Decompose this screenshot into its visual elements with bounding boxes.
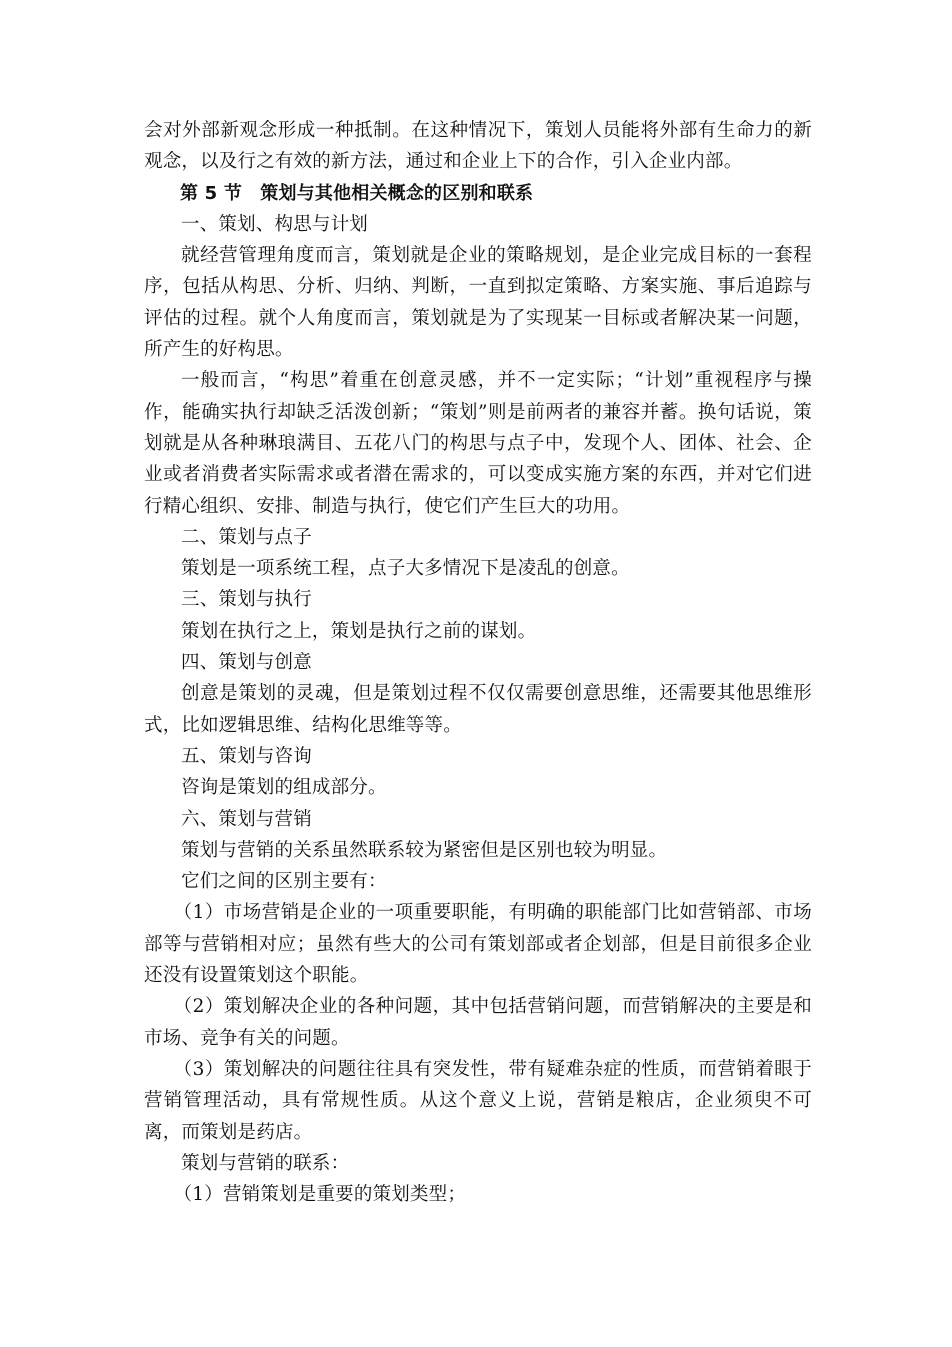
body-paragraph: 策划是一项系统工程，点子大多情况下是凌乱的创意。 <box>181 558 630 580</box>
body-paragraph: 策划与营销的关系虽然联系较为紧密但是区别也较为明显。 <box>181 839 668 861</box>
document-body <box>144 115 812 1210</box>
subsection-heading-3: 三、策划与执行 <box>181 589 312 611</box>
subsection-heading-1: 一、策划、构思与计划 <box>181 213 369 235</box>
body-paragraph: 咨询是策划的组成部分。 <box>181 777 387 799</box>
subsection-heading-2: 二、策划与点子 <box>181 526 312 548</box>
list-item: （1）营销策划是重要的策划类型； <box>173 1184 467 1206</box>
body-paragraph: 它们之间的区别主要有： <box>181 871 387 893</box>
paragraph-continuation: 会对外部新观念形成一种抵制。在这种情况下，策划人员能将外部有生命力的新观念，以及行之有效的新方法，通过和企业上下的合作，引入企业内部。 <box>144 120 812 173</box>
body-paragraph: 一般而言，“构思”着重在创意灵感，并不一定实际；“计划”重视程序与操作，能确实执行却缺乏活泼创新；“策划”则是前两者的兼容并蓄。换句话说，策划就是从各种琳琅满目、五花八门的构思与点子中，发现个人、团体、社会、企业或者消费者实际需求或者潜在需求的，可以变成实施方案的东西，并对它们进行精心组织、安排、制造与执行，使它们产生巨大的功用。 <box>144 370 812 517</box>
body-paragraph: 就经营管理角度而言，策划就是企业的策略规划，是企业完成目标的一套程序，包括从构思、分析、归纳、判断，一直到拟定策略、方案实施、事后追踪与评估的过程。就个人角度而言，策划就是为了实现某一目标或者解决某一问题，所产生的好构思。 <box>144 245 812 361</box>
body-paragraph: 策划与营销的联系： <box>181 1152 350 1174</box>
body-paragraph: 创意是策划的灵魂，但是策划过程不仅仅需要创意思维，还需要其他思维形式，比如逻辑思维、结构化思维等等。 <box>144 683 812 736</box>
list-item: （2）策划解决企业的各种问题，其中包括营销问题，而营销解决的主要是和市场、竞争有关的问题。 <box>144 996 812 1049</box>
subsection-heading-4: 四、策划与创意 <box>181 652 312 674</box>
body-paragraph: 策划在执行之上，策划是执行之前的谋划。 <box>181 620 537 642</box>
section-heading: 第 5 节 策划与其他相关概念的区别和联系 <box>180 182 534 204</box>
list-item: （1）市场营销是企业的一项重要职能，有明确的职能部门比如营销部、市场部等与营销相对应；虽然有些大的公司有策划部或者企划部，但是目前很多企业还没有设置策划这个职能。 <box>144 902 812 987</box>
subsection-heading-6: 六、策划与营销 <box>181 808 312 830</box>
list-item: （3）策划解决的问题往往具有突发性，带有疑难杂症的性质，而营销着眼于营销管理活动，具有常规性质。从这个意义上说，营销是粮店，企业须臾不可离，而策划是药店。 <box>144 1058 812 1143</box>
subsection-heading-5: 五、策划与咨询 <box>181 745 312 767</box>
